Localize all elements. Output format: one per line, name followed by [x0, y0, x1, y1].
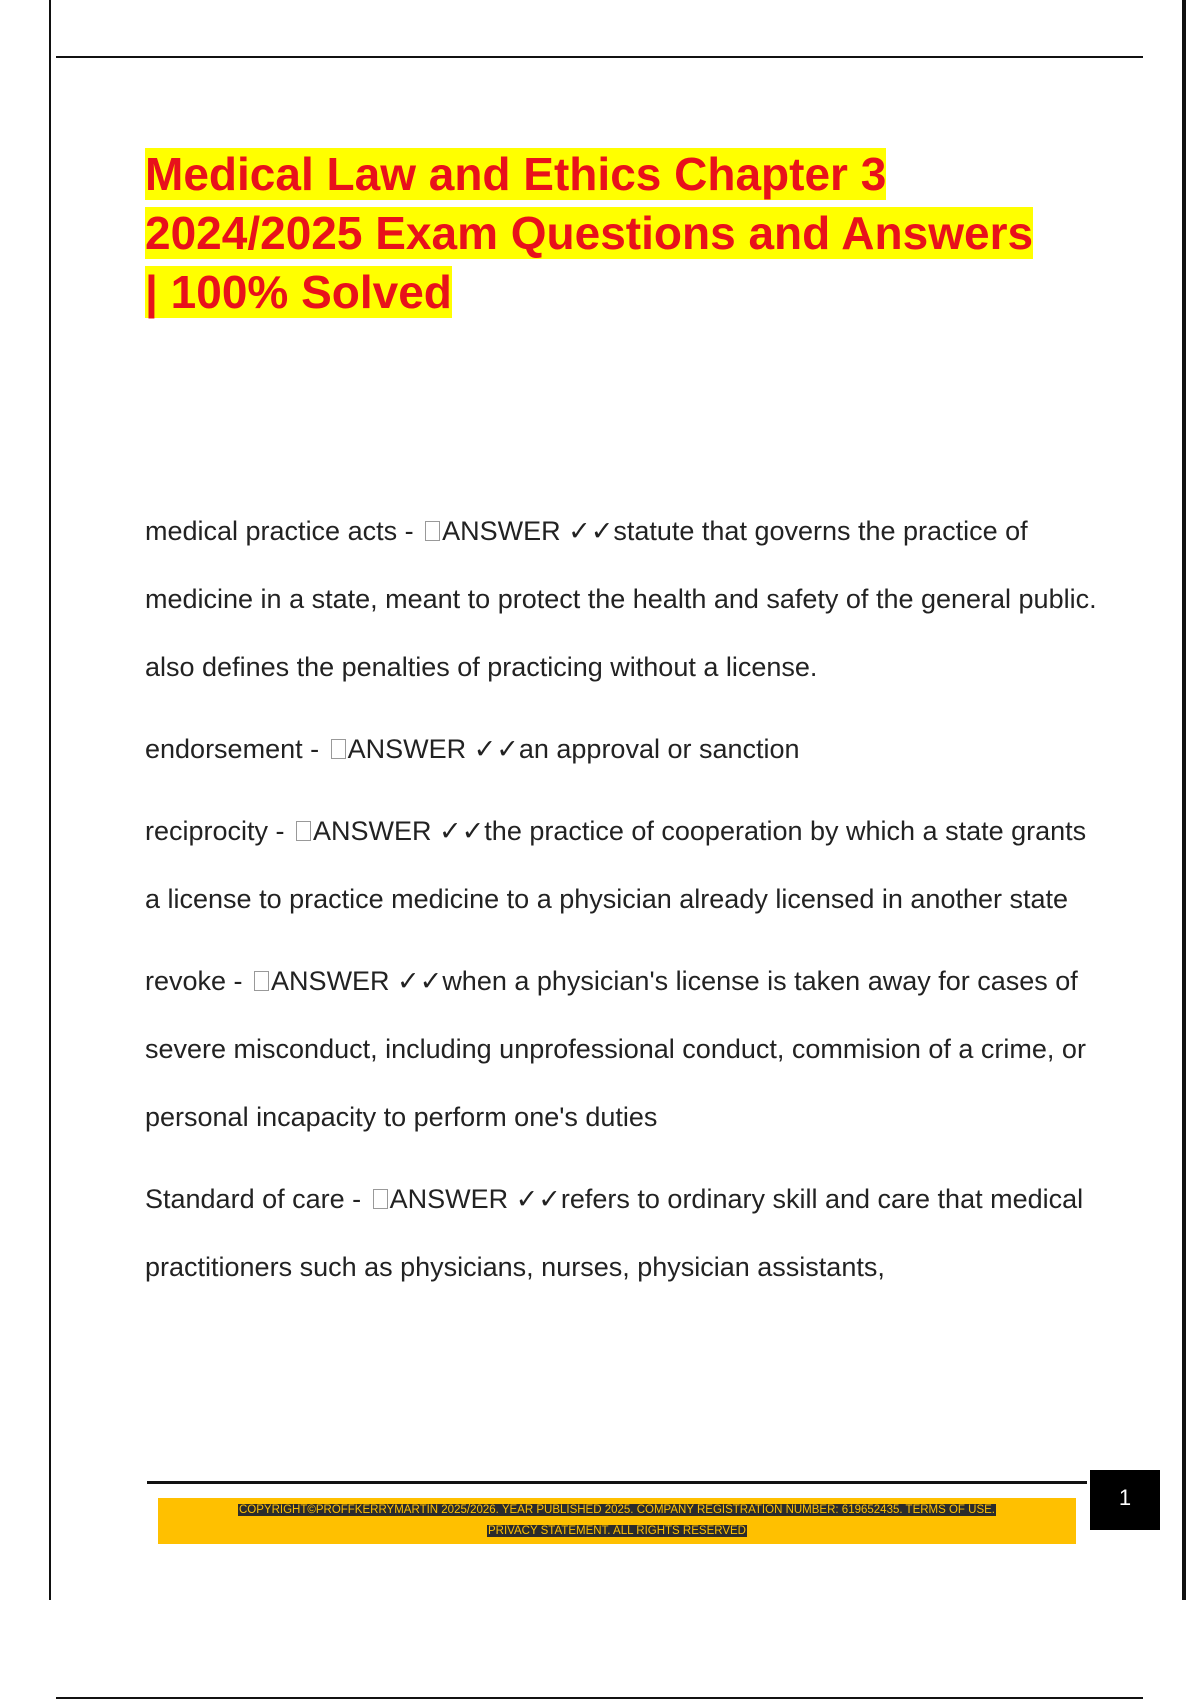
copyright-notice [170, 1500, 1064, 1542]
header-rule [56, 56, 1143, 58]
title-line-1: Medical Law and Ethics Chapter 3 [145, 148, 887, 200]
qa-entry [145, 797, 1105, 933]
footer-rule [147, 1481, 1087, 1484]
qa-term: reciprocity - [145, 816, 293, 846]
qa-term: medical practice acts - [145, 516, 422, 546]
qa-entry [145, 1165, 1105, 1301]
checkbox-glyph-icon [254, 971, 269, 991]
qa-term: endorsement - [145, 734, 327, 764]
qa-term: revoke - [145, 966, 251, 996]
qa-definition: statute that governs the practice of medicine in a state, meant to protect the health and safety of the general public. also defines the penalties of practicing without a license. [145, 516, 1097, 682]
checkbox-glyph-icon [373, 1189, 388, 1209]
qa-definition: when a physician's license is taken away for cases of severe misconduct, including unprofessional conduct, commision of a crime, or personal incapacity to perform one's duties [145, 966, 1086, 1132]
checkbox-glyph-icon [425, 521, 440, 541]
answer-marker: ANSWER ✓✓ [442, 516, 614, 546]
page-left-border [49, 0, 51, 1600]
answer-marker: ANSWER ✓✓ [389, 1184, 561, 1214]
qa-entry [145, 947, 1105, 1151]
copyright-line-2: PRIVACY STATEMENT. ALL RIGHTS RESERVED [488, 1525, 746, 1537]
copyright-line-1: COPYRIGHT©PROFFKERRYMARTIN 2025/2026. YEAR PUBLISHED 2025. COMPANY REGISTRATION NUMBER: 619652435. TERMS OF USE. [239, 1504, 995, 1516]
qa-entry [145, 715, 1105, 783]
answer-marker: ANSWER ✓✓ [271, 966, 443, 996]
title-line-2: 2024/2025 Exam Questions and Answers [145, 207, 1034, 259]
checkbox-glyph-icon [331, 739, 346, 759]
answer-marker: ANSWER ✓✓ [313, 816, 485, 846]
title-line-3: | 100% Solved [145, 266, 452, 318]
qa-term: Standard of care - [145, 1184, 369, 1214]
qa-definition: the practice of cooperation by which a state grants a license to practice medicine to a physician already licensed in another state [145, 816, 1087, 914]
qa-entry [145, 497, 1105, 701]
page-right-border [1182, 0, 1186, 1600]
checkbox-glyph-icon [296, 821, 311, 841]
qa-definition: refers to ordinary skill and care that medical practitioners such as physicians, nurses, physician assistants, [145, 1184, 1084, 1282]
qa-list [145, 497, 1105, 1315]
document-title [145, 145, 1095, 322]
page-number: 1 [1090, 1470, 1160, 1530]
answer-marker: ANSWER ✓✓ [347, 734, 519, 764]
qa-definition: an approval or sanction [518, 734, 800, 764]
next-page-rule [56, 1697, 1143, 1699]
